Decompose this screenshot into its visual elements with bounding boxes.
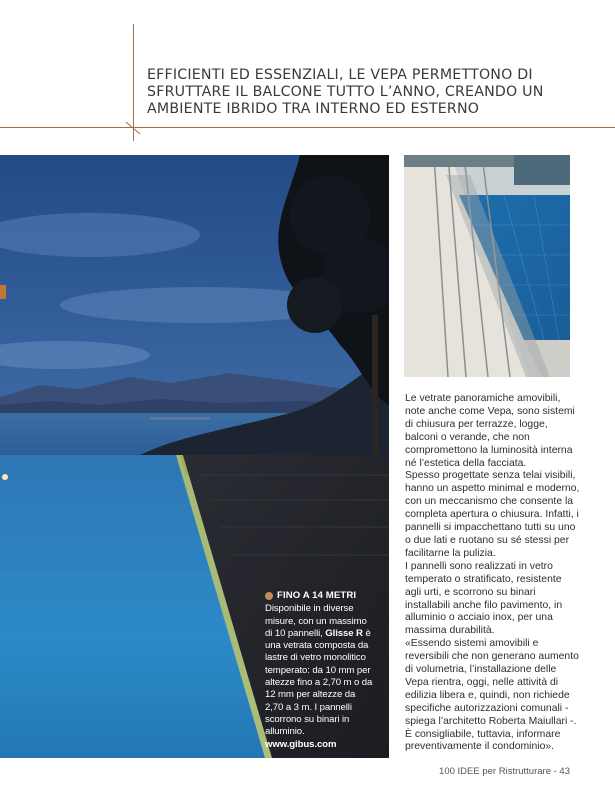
article-headline: EFFICIENTI ED ESSENZIALI, LE VEPA PERMETTONO DI SFRUTTARE IL BALCONE TUTTO L’ANNO, CREANDO UN AMBIENTE IBRIDO TRA INTERNO ED ESTERNO	[147, 67, 544, 117]
photo-caption	[265, 590, 373, 751]
caption-text-intro: Disponibile in diverse misure, con un massimo di 10 pannelli,	[265, 603, 367, 639]
page-footer: 100 IDEE per Ristrutturare - 43	[439, 766, 570, 777]
header-horizontal-rule	[0, 127, 615, 128]
caption-text-details: è una vetrata composta da lastre di vetro monolitico temperato: da 10 mm per altezze fino a 2,70 m o da 12 mm per altezze da 2,70 a 3 m. I pannelli scorrono su binari in alluminio.	[265, 627, 373, 738]
body-paragraph: Spesso progettate senza telai visibili, hanno un aspetto minimal e moderno, con un meccanismo che consente la completa apertura o chiusura. Infatti, i pannelli si impacchettano tutti su uno o due lati e ruotano su sé stessi per facilitarne la pulizia.	[405, 470, 580, 559]
caption-website-link[interactable]: www.gibus.com	[265, 738, 337, 750]
article-body	[405, 393, 580, 754]
caption-title-text: FINO A 14 METRI	[277, 590, 357, 601]
body-paragraph: «Essendo sistemi amovibili e reversibili che non generano aumento di volumetria, l’installazione delle Vepa rientra, oggi, nelle attività di edilizia libera e, quindi, non richiede specifiche autorizzazioni comunali - spiega l’architetto Roberta Maiullari -. È consigliabile, tuttavia, informare preventivamente il condominio».	[405, 638, 579, 753]
secondary-photo	[404, 155, 570, 377]
bullet-dot-icon	[265, 592, 273, 600]
caption-product-name: Glisse R	[325, 627, 363, 639]
body-paragraph: Le vetrate panoramiche amovibili, note anche come Vepa, sono sistemi di chiusura per terrazze, logge, balconi o verande, che non compromettono la luminosità interna né l’estetica della facciata.	[405, 393, 575, 469]
rule-cross-mark	[124, 121, 142, 135]
body-paragraph: I pannelli sono realizzati in vetro temperato o stratificato, resistente agli urti, e scorrono su binari installabili anche filo pavimento, in alluminio o acciaio inox, per una massima durabilità.	[405, 560, 563, 637]
caption-title	[265, 590, 373, 602]
